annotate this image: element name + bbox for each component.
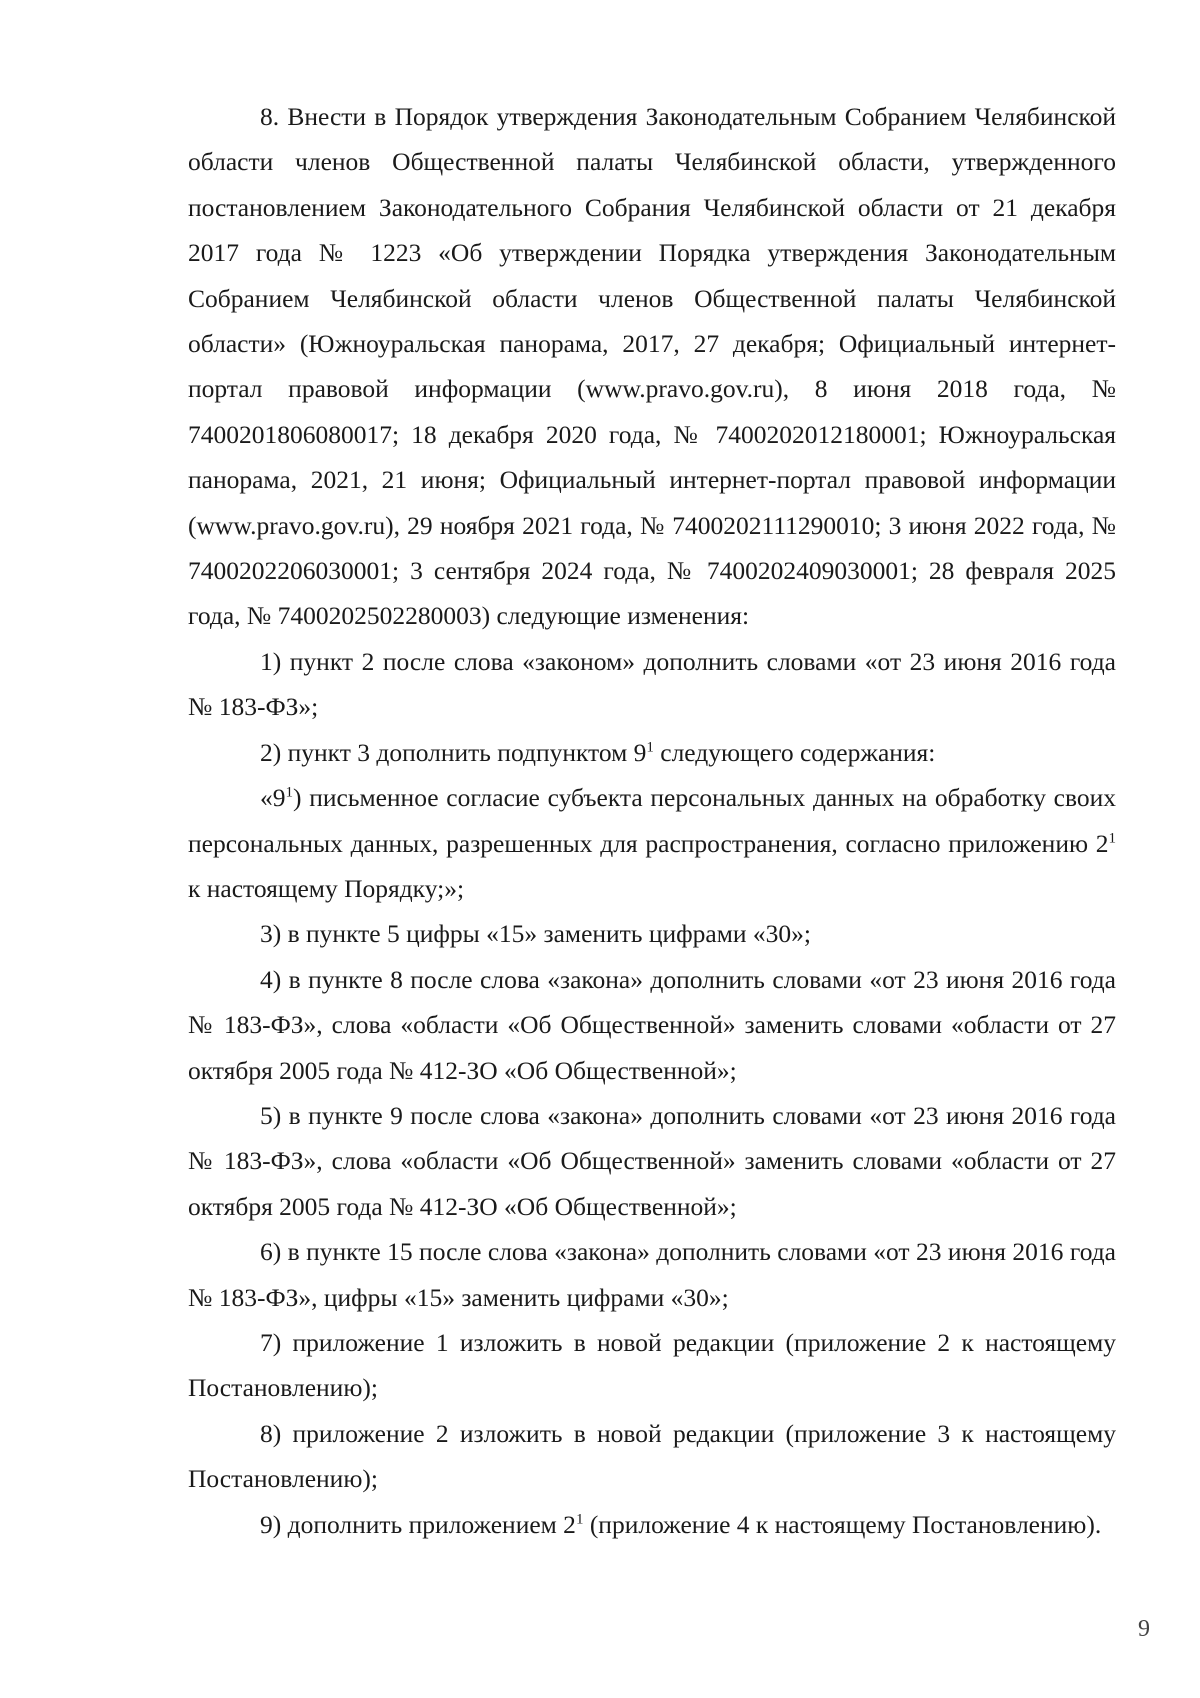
subitem-9 <box>188 1502 1116 1547</box>
subitem-8: 8) приложение 2 изложить в новой редакции (приложение 3 к настоящему Постановлению); <box>188 1418 1116 1494</box>
superscript: 1 <box>575 1511 584 1528</box>
superscript: 1 <box>285 784 293 801</box>
superscript: 1 <box>1108 830 1116 846</box>
page-number: 9 <box>1138 1616 1150 1642</box>
subitem-4: 4) в пункте 8 после слова «закона» дополнить словами «от 23 июня 2016 года № 183-ФЗ», слова «области «Об Общественной» заменить словами «области от 27 октября 2005 года № 412-ЗО «Об Общественной»; <box>188 964 1116 1085</box>
quote-text-start: «9 <box>260 783 286 813</box>
subitem-9-text: 9) дополнить приложением 2 <box>260 1509 576 1539</box>
quote-text-end: к настоящему Порядку;»; <box>188 873 465 903</box>
subitem-5: 5) в пункте 9 после слова «закона» дополнить словами «от 23 июня 2016 года № 183-ФЗ», слова «области «Об Общественной» заменить словами «области от 27 октября 2005 года № 412-ЗО «Об Общественной»; <box>188 1100 1116 1221</box>
subitem-6: 6) в пункте 15 после слова «закона» дополнить словами «от 23 июня 2016 года № 183-ФЗ», цифры «15» заменить цифрами «30»; <box>188 1237 1116 1312</box>
subitem-7: 7) приложение 1 изложить в новой редакции (приложение 2 к настоящему Постановлению); <box>188 1327 1116 1403</box>
quote-text-mid: ) письменное согласие субъекта персональных данных на обработку своих персональных данных, разрешенных для распространения, согласно приложению 2 <box>188 783 1116 858</box>
superscript: 1 <box>646 739 654 756</box>
subitem-2-text: 2) пункт 3 дополнить подпунктом 9 <box>260 737 647 767</box>
subitem-3: 3) в пункте 5 цифры «15» заменить цифрами «30»; <box>260 919 811 949</box>
document-body <box>188 94 1116 1547</box>
paragraph-item-8: 8. Внести в Порядок утверждения Законодательным Собранием Челябинской области членов Общественной палаты Челябинской области, утвержденного постановлением Законодательного Собрания Челябинской области от 21 декабря 2017 года № 1223 «Об утверждении Порядка утверждения Законодательным Собранием Челябинской области членов Общественной палаты Челябинской области» (Южноуральская панорама, 2017, 27 декабря; Официальный интернет-портал правовой информации (www.pravo.gov.ru), 8 июня 2018 года, № 7400201806080017; 18 декабря 2020 года, № 7400202012180001; Южноуральская панорама, 2021, 21 июня; Официальный интернет-портал правовой информации (www.pravo.gov.ru), 29 ноября 2021 года, № 7400202111290010; 3 июня 2022 года, № 7400202206030001; 3 сентября 2024 года, № 7400202409030001; 28 февраля 2025 года, № 7400202502280003) следующие изменения: <box>188 102 1116 631</box>
subitem-2 <box>188 730 1116 775</box>
quoted-subparagraph <box>188 775 1116 911</box>
subitem-1: 1) пункт 2 после слова «законом» дополнить словами «от 23 июня 2016 года № 183-ФЗ»; <box>188 646 1116 722</box>
subitem-2-text-end: следующего содержания: <box>653 737 936 767</box>
subitem-9-text-end: (приложение 4 к настоящему Постановлению). <box>583 1509 1102 1539</box>
